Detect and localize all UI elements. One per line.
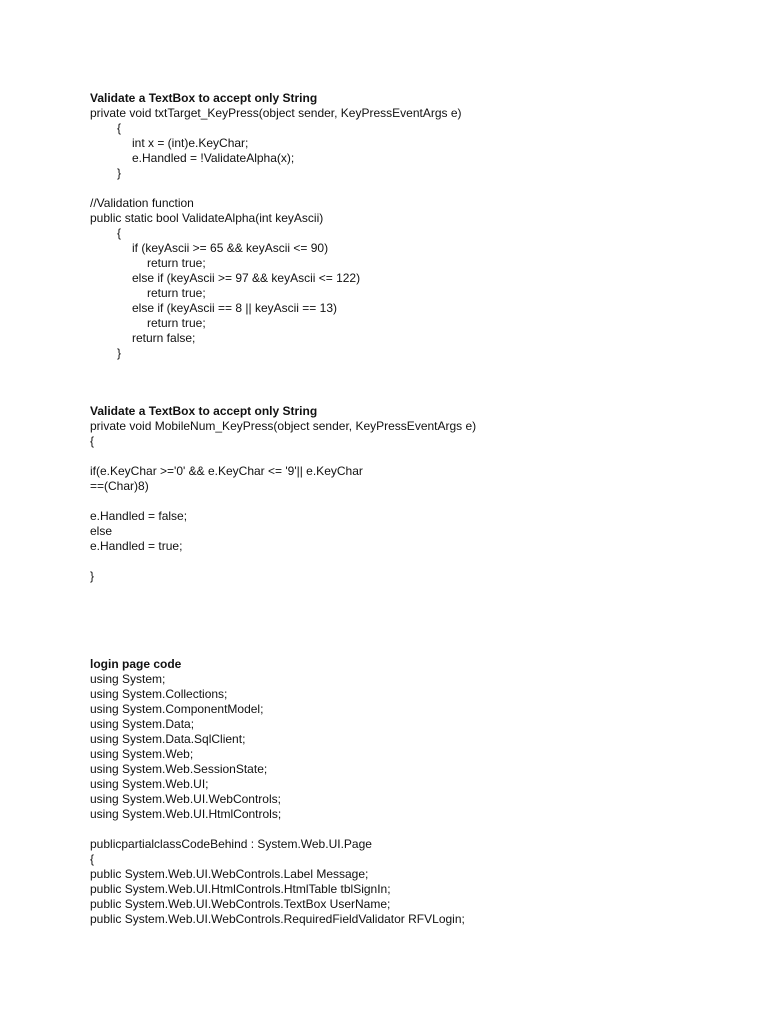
code-line: public static bool ValidateAlpha(int keyAscii)	[90, 211, 324, 225]
code-line: public System.Web.UI.WebControls.RequiredFieldValidator RFVLogin;	[90, 912, 465, 926]
code-line: return false;	[132, 331, 196, 345]
code-line: using System;	[90, 672, 166, 686]
section-heading: login page code	[90, 657, 182, 671]
code-line: private void MobileNum_KeyPress(object sender, KeyPressEventArgs e)	[90, 419, 477, 433]
code-line: return true;	[147, 286, 206, 300]
code-line: }	[90, 569, 95, 583]
blank-line	[90, 181, 730, 196]
code-comment: //Validation function	[90, 196, 194, 210]
code-line: using System.Web.UI.WebControls;	[90, 792, 281, 806]
code-line: ==(Char)8)	[90, 479, 149, 493]
blank-line	[90, 822, 730, 837]
code-line: e.Handled = false;	[90, 509, 188, 523]
code-section-login-page	[90, 657, 730, 927]
blank-line	[90, 554, 730, 569]
section-heading: Validate a TextBox to accept only String	[90, 404, 318, 418]
code-line: using System.Data.SqlClient;	[90, 732, 246, 746]
code-line: }	[117, 166, 122, 180]
blank-line	[90, 449, 730, 464]
code-line: if(e.KeyChar >='0' && e.KeyChar <= '9'|| e.KeyChar	[90, 464, 363, 478]
code-line: }	[117, 346, 122, 360]
code-line: using System.Collections;	[90, 687, 228, 701]
blank-line	[90, 494, 730, 509]
code-line: using System.Data;	[90, 717, 195, 731]
code-line: using System.Web.SessionState;	[90, 762, 268, 776]
code-line: e.Handled = !ValidateAlpha(x);	[132, 151, 295, 165]
code-section-mobile-num	[90, 404, 730, 584]
code-line: return true;	[147, 256, 206, 270]
code-line: {	[117, 121, 122, 135]
code-line: {	[90, 434, 95, 448]
code-line: if (keyAscii >= 65 && keyAscii <= 90)	[132, 241, 329, 255]
code-line: int x = (int)e.KeyChar;	[132, 136, 249, 150]
code-line: using System.ComponentModel;	[90, 702, 264, 716]
code-section-validate-alpha	[90, 91, 730, 361]
code-line: public System.Web.UI.WebControls.Label Message;	[90, 867, 369, 881]
code-line: return true;	[147, 316, 206, 330]
code-line: else	[90, 524, 113, 538]
code-line: using System.Web.UI.HtmlControls;	[90, 807, 282, 821]
code-line: public System.Web.UI.WebControls.TextBox UserName;	[90, 897, 391, 911]
code-line: publicpartialclassCodeBehind : System.Web.UI.Page	[90, 837, 372, 851]
code-line: using System.Web;	[90, 747, 194, 761]
code-line: {	[117, 226, 122, 240]
code-line: {	[90, 852, 95, 866]
code-line: else if (keyAscii == 8 || keyAscii == 13)	[132, 301, 337, 315]
code-line: e.Handled = true;	[90, 539, 183, 553]
code-line: private void txtTarget_KeyPress(object sender, KeyPressEventArgs e)	[90, 106, 462, 120]
code-line: using System.Web.UI;	[90, 777, 209, 791]
code-line: else if (keyAscii >= 97 && keyAscii <= 122)	[132, 271, 361, 285]
code-line: public System.Web.UI.HtmlControls.HtmlTable tblSignIn;	[90, 882, 391, 896]
section-heading: Validate a TextBox to accept only String	[90, 91, 318, 105]
